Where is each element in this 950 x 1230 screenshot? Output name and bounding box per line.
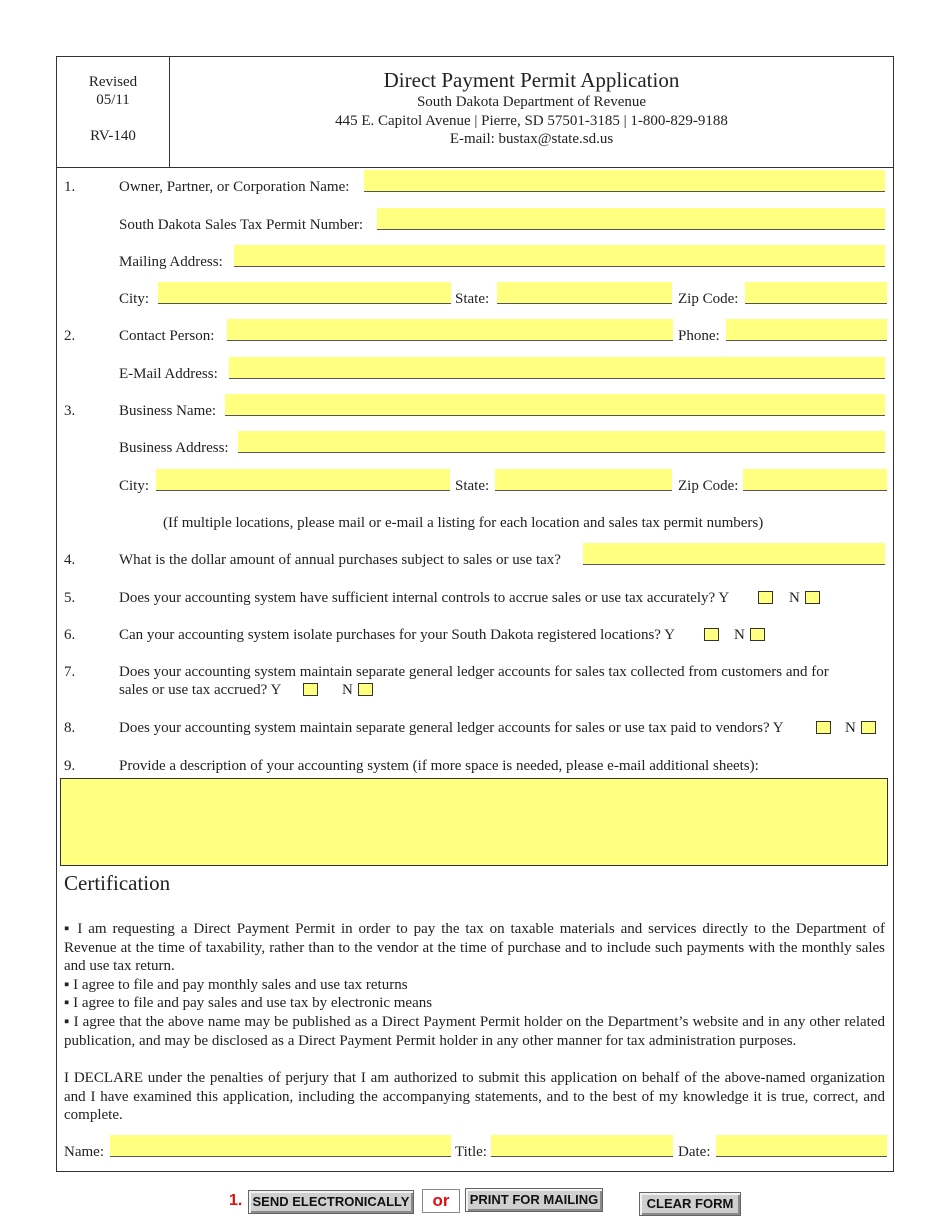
separate-accounts-no-checkbox[interactable] bbox=[358, 683, 373, 696]
isolate-purchases-no-checkbox[interactable] bbox=[750, 628, 765, 641]
certification-bullet-publish: ▪ I agree that the above name may be published as a Direct Payment Permit holder on the Department’s website and in any other related publication, and may be disclosed as a Direct Payment Permit holder in any other manner for tax administration purposes. bbox=[64, 1014, 885, 1049]
accounting-description-question: Provide a description of your accounting system (if more space is needed, please e-mail additional sheets): bbox=[119, 758, 759, 774]
mailing-state-label: State: bbox=[455, 291, 490, 307]
email-address-label: E-Mail Address: bbox=[119, 366, 218, 382]
internal-controls-question: Does your accounting system have sufficient internal controls to accrue sales or use tax accurately? Y bbox=[119, 590, 730, 606]
business-zip-field[interactable] bbox=[743, 469, 887, 491]
separate-accounts-no-label: N bbox=[342, 682, 353, 698]
item-number-9: 9. bbox=[64, 758, 76, 774]
isolate-purchases-no-label: N bbox=[734, 627, 745, 643]
business-state-field[interactable] bbox=[495, 469, 672, 491]
business-zip-label: Zip Code: bbox=[678, 478, 739, 494]
business-address-field[interactable] bbox=[238, 431, 885, 453]
business-city-label: City: bbox=[119, 478, 150, 494]
email-address-field[interactable] bbox=[229, 357, 885, 379]
multiple-locations-note: (If multiple locations, please mail or e-mail a listing for each location and sales tax permit numbers) bbox=[163, 515, 764, 531]
form-number: RV-140 bbox=[90, 128, 136, 144]
vendor-tax-no-checkbox[interactable] bbox=[861, 721, 876, 734]
permit-number-label: South Dakota Sales Tax Permit Number: bbox=[119, 217, 364, 233]
item-number-1: 1. bbox=[64, 179, 76, 195]
department-email: E-mail: bustax@state.sd.us bbox=[449, 131, 614, 147]
header-block bbox=[170, 67, 893, 149]
signer-title-label: Title: bbox=[455, 1144, 487, 1160]
contact-person-field[interactable] bbox=[227, 319, 673, 341]
mailing-zip-field[interactable] bbox=[745, 282, 887, 304]
certification-bullet-request: ▪ I am requesting a Direct Payment Permit in order to pay the tax on taxable materials and services directly to the Department of Revenue at the time of taxability, rather than to the vendor at the time of purchase and to include such payments with the monthly sales and use tax return. bbox=[64, 921, 885, 974]
owner-name-label: Owner, Partner, or Corporation Name: bbox=[119, 179, 350, 195]
mailing-state-field[interactable] bbox=[497, 282, 672, 304]
vendor-tax-yes-checkbox[interactable] bbox=[816, 721, 831, 734]
page-title: Direct Payment Permit Application bbox=[383, 68, 680, 92]
internal-controls-yes-checkbox[interactable] bbox=[758, 591, 773, 604]
signer-title-field[interactable] bbox=[491, 1135, 673, 1157]
mailing-city-field[interactable] bbox=[158, 282, 451, 304]
vendor-tax-question: Does your accounting system maintain separate general ledger accounts for sales or use tax paid to vendors? Y bbox=[119, 720, 784, 736]
item-number-3: 3. bbox=[64, 403, 76, 419]
revised-date: 05/11 bbox=[96, 92, 130, 108]
department-address: 445 E. Capitol Avenue | Pierre, SD 57501-3185 | 1-800-829-9188 bbox=[335, 112, 728, 129]
vendor-tax-no-label: N bbox=[845, 720, 856, 736]
business-city-field[interactable] bbox=[156, 469, 450, 491]
isolate-purchases-yes-checkbox[interactable] bbox=[704, 628, 719, 641]
item-number-5: 5. bbox=[64, 590, 76, 606]
separate-accounts-question-line1: Does your accounting system maintain separate general ledger accounts for sales tax collected from customers and for bbox=[119, 664, 829, 680]
send-electronically-button[interactable]: SEND ELECTRONICALLY bbox=[248, 1190, 414, 1214]
internal-controls-no-label: N bbox=[789, 590, 800, 606]
phone-label: Phone: bbox=[678, 328, 720, 344]
certification-bullet-electronic: ▪ I agree to file and pay sales and use tax by electronic means bbox=[64, 995, 433, 1011]
phone-field[interactable] bbox=[726, 319, 887, 341]
signer-name-field[interactable] bbox=[110, 1135, 451, 1157]
print-for-mailing-button[interactable]: PRINT FOR MAILING bbox=[465, 1188, 603, 1212]
item-number-2: 2. bbox=[64, 328, 76, 344]
item-number-8: 8. bbox=[64, 720, 76, 736]
or-separator: or bbox=[422, 1189, 460, 1213]
item-number-7: 7. bbox=[64, 664, 76, 680]
sign-date-label: Date: bbox=[678, 1144, 711, 1160]
business-name-field[interactable] bbox=[225, 394, 885, 416]
separate-accounts-yes-checkbox[interactable] bbox=[303, 683, 318, 696]
permit-number-field[interactable] bbox=[377, 208, 885, 230]
separate-accounts-question-line2: sales or use tax accrued? Y bbox=[119, 682, 282, 698]
form-revision-block bbox=[57, 73, 169, 145]
sign-date-field[interactable] bbox=[716, 1135, 887, 1157]
perjury-declaration: I DECLARE under the penalties of perjury that I am authorized to submit this application on behalf of the above-named organization and I have examined this application, including the accompanying statements, and to the best of my knowledge it is true, correct, and complete. bbox=[64, 1070, 885, 1123]
header-divider bbox=[57, 167, 893, 168]
mailing-address-label: Mailing Address: bbox=[119, 254, 223, 270]
annual-purchases-field[interactable] bbox=[583, 543, 885, 565]
mailing-zip-label: Zip Code: bbox=[678, 291, 739, 307]
isolate-purchases-question: Can your accounting system isolate purchases for your South Dakota registered locations? Y bbox=[119, 627, 675, 643]
annual-purchases-question: What is the dollar amount of annual purchases subject to sales or use tax? bbox=[119, 552, 561, 568]
clear-form-button[interactable]: CLEAR FORM bbox=[639, 1192, 741, 1216]
business-state-label: State: bbox=[455, 478, 490, 494]
signer-name-label: Name: bbox=[64, 1144, 104, 1160]
step-number: 1. bbox=[229, 1192, 243, 1209]
item-number-6: 6. bbox=[64, 627, 76, 643]
item-number-4: 4. bbox=[64, 552, 76, 568]
business-address-label: Business Address: bbox=[119, 440, 229, 456]
certification-heading: Certification bbox=[64, 871, 171, 895]
revised-label: Revised bbox=[88, 74, 138, 90]
contact-person-label: Contact Person: bbox=[119, 328, 215, 344]
accounting-description-textarea[interactable] bbox=[60, 778, 888, 866]
mailing-address-field[interactable] bbox=[234, 245, 885, 267]
owner-name-field[interactable] bbox=[364, 170, 885, 192]
mailing-city-label: City: bbox=[119, 291, 150, 307]
certification-bullet-monthly: ▪ I agree to file and pay monthly sales and use tax returns bbox=[64, 977, 408, 993]
department-name: South Dakota Department of Revenue bbox=[416, 94, 647, 110]
business-name-label: Business Name: bbox=[119, 403, 217, 419]
internal-controls-no-checkbox[interactable] bbox=[805, 591, 820, 604]
